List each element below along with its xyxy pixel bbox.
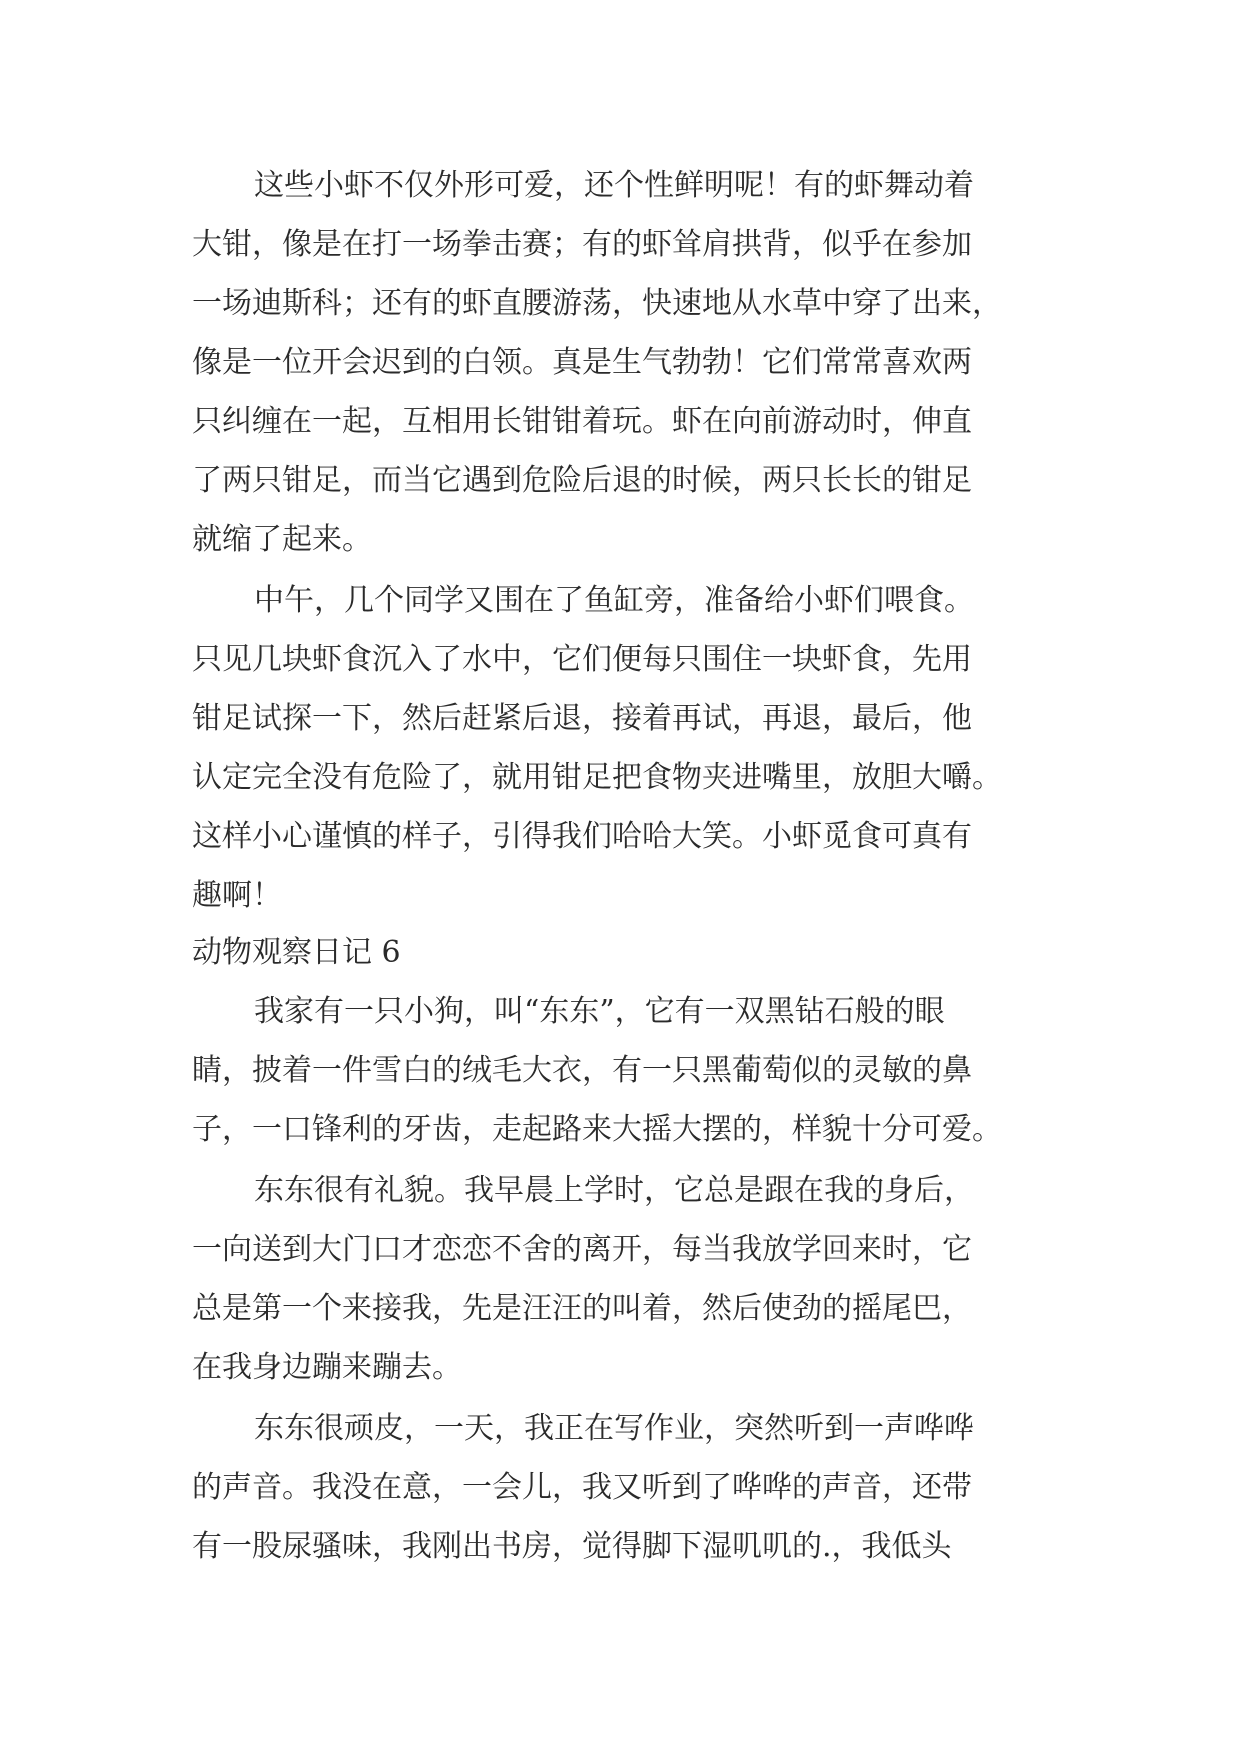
paragraph-line: 大钳，像是在打一场拳击赛；有的虾耸肩拱背，似乎在参加 [192, 227, 972, 262]
paragraph-line: 一向送到大门口才恋恋不舍的离开，每当我放学回来时，它 [192, 1232, 972, 1267]
paragraph-line: 了两只钳足，而当它遇到危险后退的时候，两只长长的钳足 [192, 463, 972, 498]
paragraph-line: 像是一位开会迟到的白领。真是生气勃勃！它们常常喜欢两 [192, 345, 972, 380]
paragraph-line: 中午，几个同学又围在了鱼缸旁，准备给小虾们喂食。 [254, 583, 974, 618]
paragraph-line: 一场迪斯科；还有的虾直腰游荡，快速地从水草中穿了出来， [192, 286, 1002, 321]
paragraph-line: 东东很有礼貌。我早晨上学时，它总是跟在我的身后， [254, 1173, 974, 1208]
paragraph-line: 这些小虾不仅外形可爱，还个性鲜明呢！有的虾舞动着 [254, 168, 974, 203]
paragraph-line: 东东很顽皮，一天，我正在写作业，突然听到一声哗哗 [254, 1411, 974, 1446]
paragraph-line: 子，一口锋利的牙齿，走起路来大摇大摆的，样貌十分可爱。 [192, 1112, 1002, 1147]
paragraph-line: 趣啊！ [192, 878, 282, 913]
paragraph-line: 钳足试探一下，然后赶紧后退，接着再试，再退，最后，他 [192, 701, 972, 736]
paragraph-line: 在我身边蹦来蹦去。 [192, 1350, 462, 1385]
paragraph-line: 我家有一只小狗，叫“东东”，它有一双黑钻石般的眼 [254, 994, 945, 1029]
paragraph-line: 总是第一个来接我，先是汪汪的叫着，然后使劲的摇尾巴， [192, 1291, 972, 1326]
paragraph-line: 只纠缠在一起，互相用长钳钳着玩。虾在向前游动时，伸直 [192, 404, 972, 439]
paragraph-line: 只见几块虾食沉入了水中，它们便每只围住一块虾食，先用 [192, 642, 972, 677]
paragraph-line: 认定完全没有危险了，就用钳足把食物夹进嘴里，放胆大嚼。 [192, 760, 1002, 795]
paragraph-line: 就缩了起来。 [192, 522, 372, 557]
paragraph-line: 睛，披着一件雪白的绒毛大衣，有一只黑葡萄似的灵敏的鼻 [192, 1053, 972, 1088]
section-heading: 动物观察日记 6 [192, 935, 401, 970]
paragraph-line: 有一股尿骚味，我刚出书房，觉得脚下湿叽叽的.，我低头 [192, 1529, 952, 1564]
paragraph-line: 的声音。我没在意，一会儿，我又听到了哗哗的声音，还带 [192, 1470, 972, 1505]
paragraph-line: 这样小心谨慎的样子，引得我们哈哈大笑。小虾觅食可真有 [192, 819, 972, 854]
